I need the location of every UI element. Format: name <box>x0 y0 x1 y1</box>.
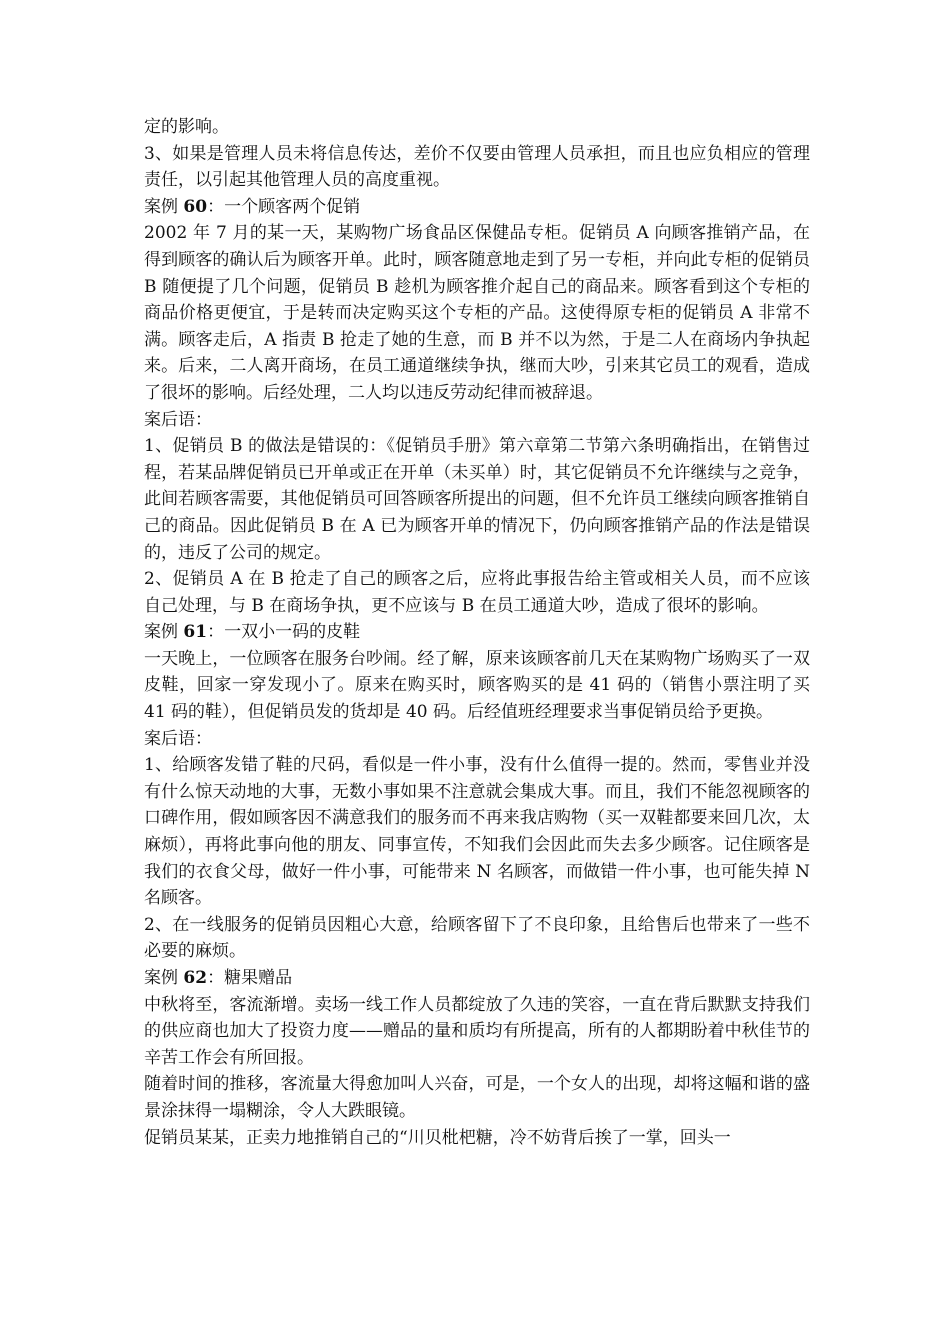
case-heading-title: ：糖果赠品 <box>207 968 293 988</box>
case-heading-title: ：一个顾客两个促销 <box>207 196 361 217</box>
case-heading <box>144 194 810 221</box>
case-heading-prefix: 案例 <box>144 196 184 217</box>
paragraph: 定的影响。 <box>144 117 229 137</box>
case-heading-number: 60 <box>183 196 208 217</box>
case-heading <box>144 619 810 646</box>
paragraph: 2002 年 7 月的某一天，某购物广场食品区保健品专柜。促销员 A 向顾客推销产品，在得到顾客的确认后为顾客开单。此时，顾客随意地走到了另一专柜，并向此专柜的促销员 B 随便提了几个问题，促销员 B 趁机为顾客推介起自己的商品来。顾客看到这个专柜的商品价格更便宜，于是转而决定购买这个专柜的产品。这使得原专柜的促销员 A 非常不满。顾客走后，A 指责 B 抢走了她的生意，而 B 并不以为然，于是二人在商场内争执起来。后来，二人离开商场，在员工通道继续争执，继而大吵，引来其它员工的观看，造成了很坏的影响。后经处理，二人均以违反劳动纪律而被辞退。 <box>144 223 810 403</box>
case-heading-title: ：一双小一码的皮鞋 <box>207 622 361 643</box>
case-heading-number: 61 <box>183 622 208 643</box>
paragraph: 一天晚上，一位顾客在服务台吵闹。经了解，原来该顾客前几天在某购物广场购买了一双皮鞋，回家一穿发现小了。原来在购买时，顾客购买的是 41 码的（销售小票注明了买 41 码的鞋），但促销员发的货却是 40 码。后经值班经理要求当事促销员给予更换。 <box>144 648 810 723</box>
case-heading-prefix: 案例 <box>144 968 184 988</box>
paragraph: 2、在一线服务的促销员因粗心大意，给顾客留下了不良印象，且给售后也带来了一些不必要的麻烦。 <box>144 914 810 962</box>
case-heading <box>144 965 810 992</box>
case-heading-prefix: 案例 <box>144 622 184 643</box>
paragraph: 1、给顾客发错了鞋的尺码，看似是一件小事，没有什么值得一提的。然而，零售业并没有什么惊天动地的大事，无数小事如果不注意就会集成大事。而且，我们不能忽视顾客的口碑作用，假如顾客因不满意我们的服务而不再来我店购物（买一双鞋都要来回几次，太麻烦），再将此事向他的朋友、同事宣传，不知我们会因此而失去多少顾客。记住顾客是我们的衣食父母，做好一件小事，可能带来 N 名顾客，而做错一件小事，也可能失掉 N 名顾客。 <box>144 755 810 909</box>
paragraph: 促销员某某，正卖力地推销自己的“川贝枇杷糖，冷不妨背后挨了一掌，回头一 <box>144 1127 731 1148</box>
paragraph: 2、促销员 A 在 B 抢走了自己的顾客之后，应将此事报告给主管或相关人员，而不应该自己处理，与 B 在商场争执，更不应该与 B 在员工通道大吵，造成了很坏的影响。 <box>144 569 810 616</box>
paragraph: 中秋将至，客流渐增。卖场一线工作人员都绽放了久违的笑容，一直在背后默默支持我们的供应商也加大了投资力度——赠品的量和质均有所提高，所有的人都期盼着中秋佳节的辛苦工作会有所回报。 <box>144 994 810 1068</box>
case-heading-number: 62 <box>183 968 208 988</box>
section-label: 案后语： <box>144 728 212 749</box>
document-page <box>144 114 810 1151</box>
paragraph: 随着时间的推移，客流量大得愈加叫人兴奋，可是，一个女人的出现，却将这幅和谐的盛景涂抹得一塌糊涂，令人大跌眼镜。 <box>144 1074 810 1121</box>
paragraph: 3、如果是管理人员未将信息传达，差价不仅要由管理人员承担，而且也应负相应的管理责任，以引起其他管理人员的高度重视。 <box>144 143 810 191</box>
section-label: 案后语： <box>144 409 212 430</box>
paragraph: 1、促销员 B 的做法是错误的：《促销员手册》第六章第二节第六条明确指出，在销售过程，若某品牌促销员已开单或正在开单（未买单）时，其它促销员不允许继续与之竞争，此间若顾客需要，其他促销员可回答顾客所提出的问题，但不允许员工继续向顾客推销自己的商品。因此促销员 B 在 A 已为顾客开单的情况下，仍向顾客推销产品的作法是错误的，违反了公司的规定。 <box>144 436 810 563</box>
